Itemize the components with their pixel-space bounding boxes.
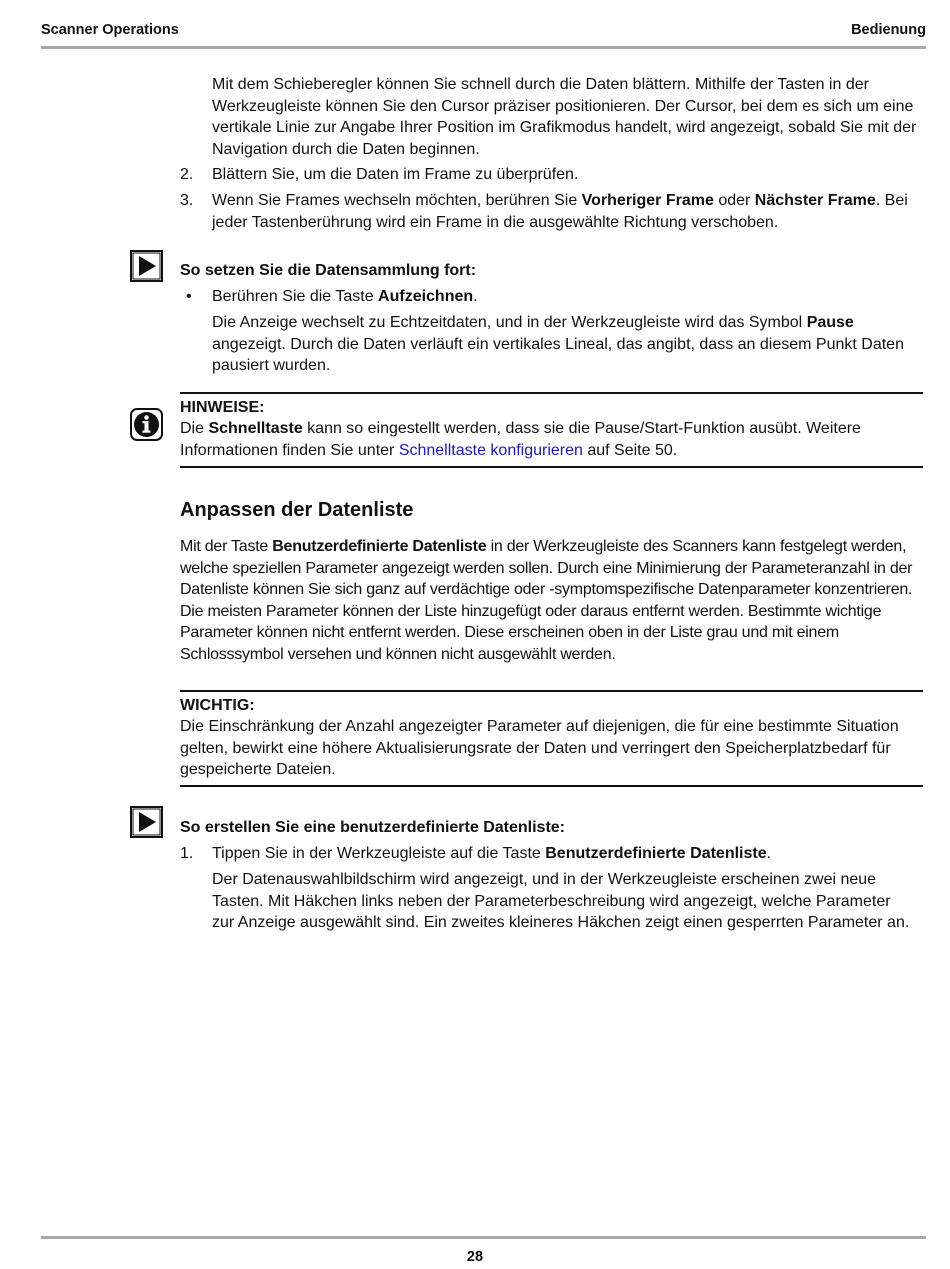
note-top-rule	[180, 392, 923, 394]
header-left-title: Scanner Operations	[41, 22, 179, 38]
bullet-marker: •	[186, 288, 192, 305]
intro-paragraph: Mit dem Schieberegler können Sie schnell durch die Daten blättern. Mithilfe der Tasten in der Werkzeugleiste können Sie den Cursor präziser positionieren. Der Cursor, bei dem es sich um eine vertikale Linie zur Angabe Ihrer Position im Grafikmodus handelt, wird angezeigt, sobald Sie mit der Navigation durch die Daten beginnen.	[212, 76, 917, 158]
note-text: Die Schnelltaste kann so eingestellt werden, dass sie die Pause/Start-Funktion ausübt. Weitere Informationen finden Sie unter Schnelltaste konfigurieren auf Seite 50.	[180, 420, 861, 459]
bullet-item: Berühren Sie die Taste Aufzeichnen.	[212, 288, 478, 305]
step-text: Blättern Sie, um die Daten im Frame zu überprüfen.	[212, 166, 579, 183]
page-number: 28	[466, 1249, 484, 1265]
step-text: Tippen Sie in der Werkzeugleiste auf die Taste Benutzerdefinierte Datenliste.	[212, 845, 772, 862]
note-title: HINWEISE:	[180, 399, 265, 416]
important-text: Die Einschränkung der Anzahl angezeigter Parameter auf diejenigen, die für eine bestimmte Situation gelten, bewirkt eine höhere Aktualisierungsrate der Daten und verringert den Speicherplatzbedarf für gespeicherte Dateien.	[180, 718, 899, 778]
procedure-heading: So setzen Sie die Datensammlung fort:	[180, 262, 477, 279]
section-title: Anpassen der Datenliste	[180, 499, 414, 521]
step-number: 1.	[180, 845, 194, 862]
procedure-arrow-icon	[130, 806, 163, 838]
page-header	[41, 20, 926, 49]
important-title: WICHTIG:	[180, 697, 255, 714]
procedure-heading: So erstellen Sie eine benutzerdefinierte Datenliste:	[180, 819, 565, 836]
info-icon	[130, 408, 163, 441]
bullet-result-text: Die Anzeige wechselt zu Echtzeitdaten, und in der Werkzeugleiste wird das Symbol Pause angezeigt. Durch die Daten verläuft ein vertikales Lineal, das angibt, dass an diesem Punkt Daten pausiert wurden.	[212, 314, 904, 374]
step-text: Wenn Sie Frames wechseln möchten, berühren Sie Vorheriger Frame oder Nächster Frame. Bei jeder Tastenberührung wird ein Frame in die ausgewählte Richtung verschoben.	[212, 192, 908, 231]
step-result-text: Der Datenauswahlbildschirm wird angezeigt, und in der Werkzeugleiste erscheinen zwei neue Tasten. Mit Häkchen links neben der Parameterbeschreibung wird angezeigt, welche Parameter zur Anzeige ausgewählt sind. Ein zweites kleineres Häkchen zeigt einen gesperrten Parameter an.	[212, 871, 910, 931]
header-right-title: Bedienung	[851, 22, 926, 38]
procedure-arrow-icon	[130, 250, 163, 282]
step-number: 3.	[180, 192, 194, 209]
note-bottom-rule	[180, 466, 923, 468]
note-link[interactable]: Schnelltaste konfigurieren	[398, 441, 583, 459]
footer-rule	[41, 1236, 926, 1239]
section-body: Mit der Taste Benutzerdefinierte Datenliste in der Werkzeugleiste des Scanners kann festgelegt werden, welche speziellen Parameter angezeigt werden sollen. Durch eine Minimierung der Parameteranzahl in der Datenliste können Sie sich ganz auf verdächtige oder -symptomspezifische Datenparameter konzentrieren. Die meisten Parameter können der Liste hinzugefügt oder daraus entfernt werden. Bestimmte wichtige Parameter können nicht entfernt werden. Diese erscheinen oben in der Liste grau und mit einem Schlosssymbol versehen und können nicht ausgewählt werden.	[180, 538, 913, 663]
important-top-rule	[180, 690, 923, 692]
step-number: 2.	[180, 166, 194, 183]
important-bottom-rule	[180, 785, 923, 787]
